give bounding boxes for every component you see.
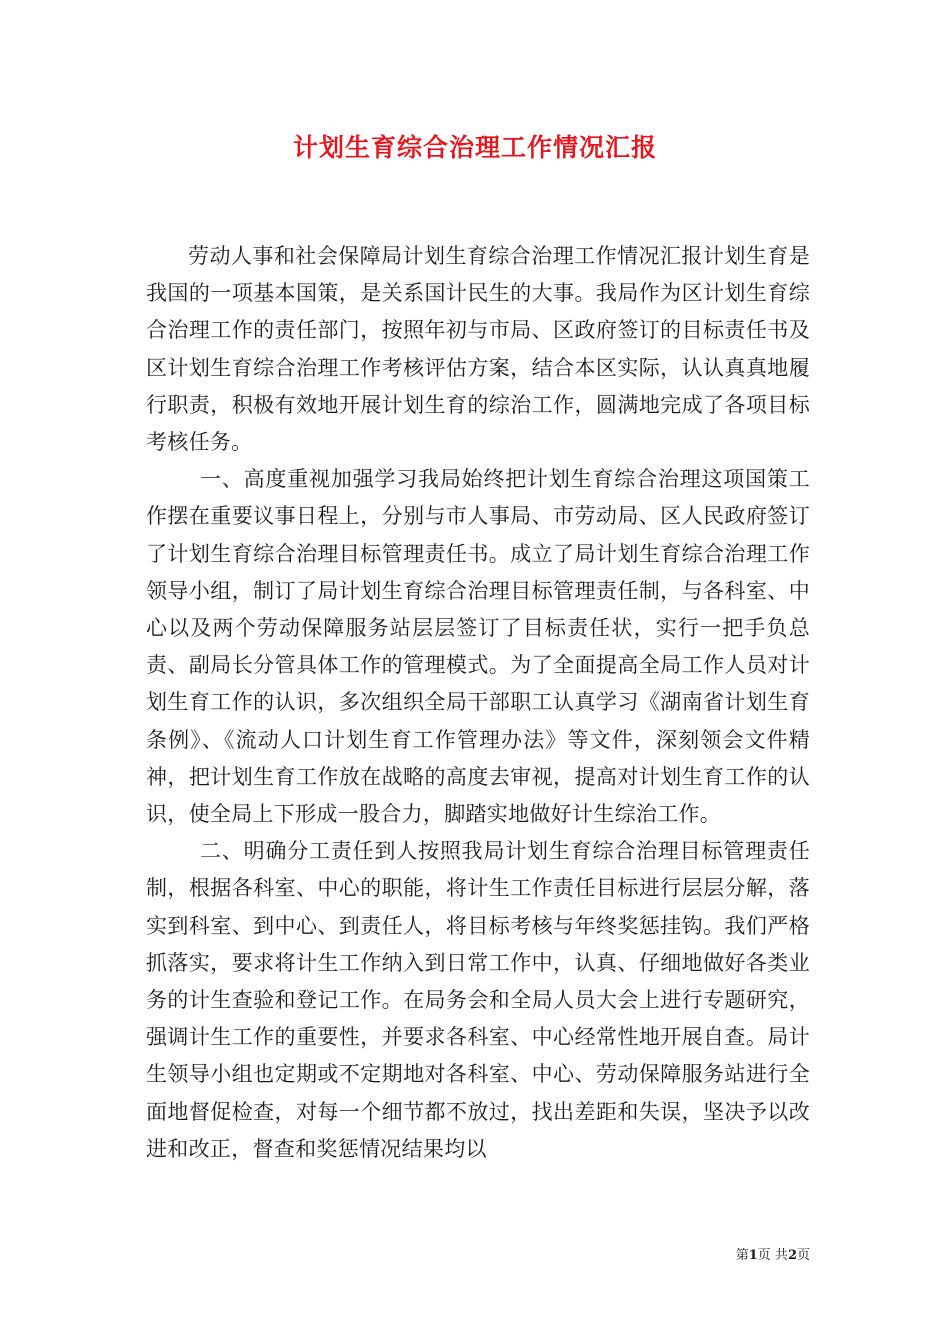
footer-suffix: 页 [796,1248,810,1263]
paragraph-section-2: 二、明确分工责任到人按照我局计划生育综合治理目标管理责任制，根据各科室、中心的职能，将计生工作责任目标进行层层分解，落实到科室、到中心、到责任人，将目标考核与年终奖惩挂钩。我们严格抓落实，要求将计生工作纳入到日常工作中，认真、仔细地做好各类业务的计生查验和登记工作。在局务会和全局人员大会上进行专题研究，强调计生工作的重要性，并要求各科室、中心经常性地开展自查。局计生领导小组也定期或不定期地对各科室、中心、劳动保障服务站进行全面地督促检查，对每一个细节都不放过，找出差距和失误，坚决予以改进和改正，督查和奖惩情况结果均以 [146,839,810,1161]
document-body [146,238,810,1168]
page-number-footer [700,1247,810,1265]
footer-prefix: 第 [735,1248,749,1263]
footer-current-page: 1 [748,1248,758,1263]
document-title: 计划生育综合治理工作情况汇报 [292,133,657,162]
footer-middle: 页 共 [757,1248,788,1263]
paragraph-section-1: 一、高度重视加强学习我局始终把计划生育综合治理这项国策工作摆在重要议事日程上，分别与市人事局、市劳动局、区人民政府签订了计划生育综合治理目标管理责任书。成立了局计划生育综合治理工作领导小组，制订了局计划生育综合治理目标管理责任制，与各科室、中心以及两个劳动保障服务站层层签订了目标责任状，实行一把手负总责、副局长分管具体工作的管理模式。为了全面提高全局工作人员对计划生育工作的认识，多次组织全局干部职工认真学习《湖南省计划生育条例》、《流动人口计划生育工作管理办法》等文件，深刻领会文件精神，把计划生育工作放在战略的高度去审视，提高对计划生育工作的认识，使全局上下形成一股合力，脚踏实地做好计生综治工作。 [146,467,810,827]
paragraph-intro: 劳动人事和社会保障局计划生育综合治理工作情况汇报计划生育是我国的一项基本国策，是关系国计民生的大事。我局作为区计划生育综合治理工作的责任部门，按照年初与市局、区政府签订的目标责任书及区计划生育综合治理工作考核评估方案，结合本区实际，认认真真地履行职责，积极有效地开展计划生育的综治工作，圆满地完成了各项目标考核任务。 [146,244,810,455]
footer-total-pages: 2 [787,1248,797,1263]
